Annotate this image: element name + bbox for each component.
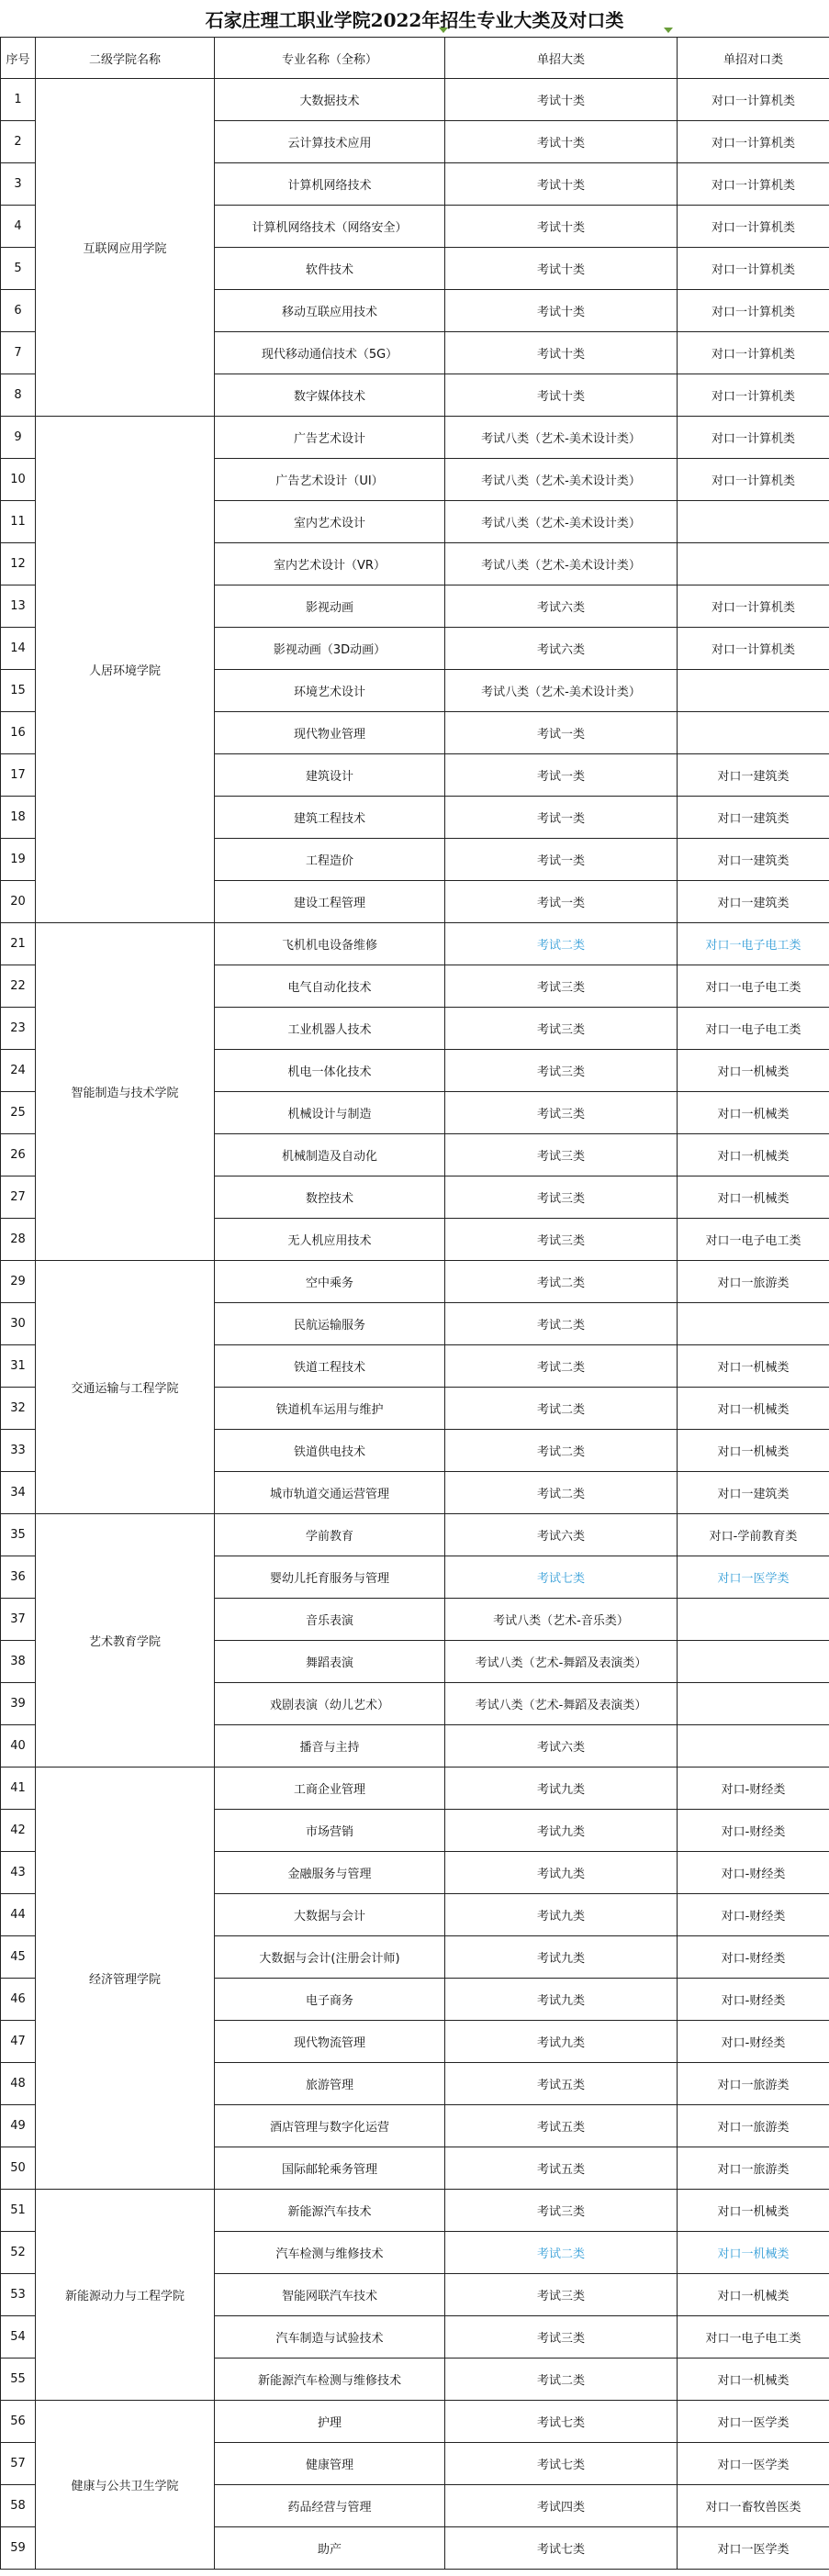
exam-category: 考试六类 <box>445 628 678 670</box>
column-header-vocational-category: 单招对口类 <box>678 38 829 79</box>
row-number: 49 <box>1 2105 36 2147</box>
majors-table <box>0 37 829 2570</box>
row-number: 2 <box>1 121 36 163</box>
major-name: 舞蹈表演 <box>215 1641 445 1683</box>
row-number: 53 <box>1 2274 36 2316</box>
exam-category: 考试十类 <box>445 332 678 374</box>
major-name: 影视动画 <box>215 585 445 628</box>
row-number: 42 <box>1 1810 36 1852</box>
vocational-category: 对口一电子电工类 <box>678 2316 829 2359</box>
major-name: 计算机网络技术（网络安全） <box>215 206 445 248</box>
major-name: 云计算技术应用 <box>215 121 445 163</box>
exam-category: 考试三类 <box>445 2190 678 2232</box>
college-name: 健康与公共卫生学院 <box>36 2401 215 2570</box>
row-number: 22 <box>1 965 36 1008</box>
vocational-category: 对口-财经类 <box>678 1894 829 1936</box>
major-name: 戏剧表演（幼儿艺术） <box>215 1683 445 1725</box>
row-number: 48 <box>1 2063 36 2105</box>
row-number: 40 <box>1 1725 36 1768</box>
row-number: 14 <box>1 628 36 670</box>
table-row <box>1 1514 829 1556</box>
major-name: 城市轨道交通运营管理 <box>215 1472 445 1514</box>
major-name: 助产 <box>215 2527 445 2570</box>
exam-category: 考试十类 <box>445 121 678 163</box>
college-name: 智能制造与技术学院 <box>36 923 215 1261</box>
vocational-category: 对口一医学类 <box>678 2401 829 2443</box>
major-name: 机械制造及自动化 <box>215 1134 445 1176</box>
row-number: 46 <box>1 1979 36 2021</box>
vocational-category: 对口一建筑类 <box>678 839 829 881</box>
vocational-category <box>678 501 829 543</box>
college-name: 交通运输与工程学院 <box>36 1261 215 1514</box>
vocational-category: 对口一计算机类 <box>678 585 829 628</box>
exam-category: 考试七类 <box>445 2527 678 2570</box>
vocational-category: 对口一计算机类 <box>678 290 829 332</box>
college-name: 人居环境学院 <box>36 417 215 923</box>
row-number: 17 <box>1 754 36 797</box>
exam-category: 考试八类（艺术-美术设计类） <box>445 459 678 501</box>
major-name: 金融服务与管理 <box>215 1852 445 1894</box>
page-title: 石家庄理工职业学院2022年招生专业大类及对口类 <box>205 8 624 31</box>
exam-category: 考试六类 <box>445 1725 678 1768</box>
major-name: 移动互联应用技术 <box>215 290 445 332</box>
exam-category: 考试三类 <box>445 2316 678 2359</box>
major-name: 现代物业管理 <box>215 712 445 754</box>
column-header-major: 专业名称（全称） <box>215 38 445 79</box>
row-number: 3 <box>1 163 36 206</box>
major-name: 市场营销 <box>215 1810 445 1852</box>
vocational-category: 对口一医学类 <box>678 1556 829 1599</box>
major-name: 工程造价 <box>215 839 445 881</box>
vocational-category: 对口-财经类 <box>678 1768 829 1810</box>
row-number: 12 <box>1 543 36 585</box>
exam-category: 考试三类 <box>445 1219 678 1261</box>
vocational-category: 对口一旅游类 <box>678 2105 829 2147</box>
vocational-category: 对口一计算机类 <box>678 417 829 459</box>
major-name: 计算机网络技术 <box>215 163 445 206</box>
row-number: 55 <box>1 2359 36 2401</box>
exam-category: 考试二类 <box>445 923 678 965</box>
table-row <box>1 1261 829 1303</box>
major-name: 药品经营与管理 <box>215 2485 445 2527</box>
exam-category: 考试一类 <box>445 797 678 839</box>
vocational-category <box>678 1683 829 1725</box>
row-number: 51 <box>1 2190 36 2232</box>
exam-category: 考试二类 <box>445 1345 678 1388</box>
filter-arrow-icon[interactable] <box>439 28 448 33</box>
row-number: 58 <box>1 2485 36 2527</box>
vocational-category: 对口一电子电工类 <box>678 923 829 965</box>
row-number: 41 <box>1 1768 36 1810</box>
vocational-category <box>678 670 829 712</box>
row-number: 5 <box>1 248 36 290</box>
row-number: 33 <box>1 1430 36 1472</box>
row-number: 30 <box>1 1303 36 1345</box>
exam-category: 考试五类 <box>445 2105 678 2147</box>
exam-category: 考试一类 <box>445 881 678 923</box>
vocational-category: 对口一机械类 <box>678 1345 829 1388</box>
row-number: 44 <box>1 1894 36 1936</box>
table-row <box>1 923 829 965</box>
major-name: 音乐表演 <box>215 1599 445 1641</box>
row-number: 6 <box>1 290 36 332</box>
vocational-category: 对口一建筑类 <box>678 1472 829 1514</box>
vocational-category <box>678 1303 829 1345</box>
table-row <box>1 2401 829 2443</box>
exam-category: 考试七类 <box>445 1556 678 1599</box>
exam-category: 考试十类 <box>445 206 678 248</box>
exam-category: 考试八类（艺术-舞蹈及表演类） <box>445 1641 678 1683</box>
exam-category: 考试八类（艺术-美术设计类） <box>445 670 678 712</box>
major-name: 婴幼儿托育服务与管理 <box>215 1556 445 1599</box>
college-name: 新能源动力与工程学院 <box>36 2190 215 2401</box>
major-name: 铁道机车运用与维护 <box>215 1388 445 1430</box>
table-row <box>1 1768 829 1810</box>
row-number: 43 <box>1 1852 36 1894</box>
row-number: 19 <box>1 839 36 881</box>
major-name: 机械设计与制造 <box>215 1092 445 1134</box>
major-name: 飞机机电设备维修 <box>215 923 445 965</box>
exam-category: 考试五类 <box>445 2147 678 2190</box>
table-row <box>1 417 829 459</box>
exam-category: 考试十类 <box>445 374 678 417</box>
row-number: 29 <box>1 1261 36 1303</box>
row-number: 39 <box>1 1683 36 1725</box>
exam-category: 考试一类 <box>445 839 678 881</box>
row-number: 7 <box>1 332 36 374</box>
vocational-category: 对口一机械类 <box>678 2190 829 2232</box>
exam-category: 考试八类（艺术-美术设计类） <box>445 417 678 459</box>
exam-category: 考试九类 <box>445 2021 678 2063</box>
vocational-category: 对口一计算机类 <box>678 374 829 417</box>
major-name: 数控技术 <box>215 1176 445 1219</box>
vocational-category <box>678 543 829 585</box>
row-number: 37 <box>1 1599 36 1641</box>
exam-category: 考试六类 <box>445 585 678 628</box>
major-name: 大数据技术 <box>215 79 445 121</box>
exam-category: 考试一类 <box>445 754 678 797</box>
exam-category: 考试三类 <box>445 965 678 1008</box>
vocational-category: 对口一机械类 <box>678 2359 829 2401</box>
vocational-category: 对口一机械类 <box>678 1430 829 1472</box>
college-name: 互联网应用学院 <box>36 79 215 417</box>
exam-category: 考试九类 <box>445 1979 678 2021</box>
vocational-category: 对口一计算机类 <box>678 459 829 501</box>
college-name: 艺术教育学院 <box>36 1514 215 1768</box>
vocational-category: 对口一计算机类 <box>678 79 829 121</box>
exam-category: 考试九类 <box>445 1936 678 1979</box>
vocational-category: 对口一机械类 <box>678 1176 829 1219</box>
major-name: 酒店管理与数字化运营 <box>215 2105 445 2147</box>
column-header-no: 序号 <box>1 38 36 79</box>
exam-category: 考试二类 <box>445 1303 678 1345</box>
major-name: 数字媒体技术 <box>215 374 445 417</box>
major-name: 民航运输服务 <box>215 1303 445 1345</box>
major-name: 国际邮轮乘务管理 <box>215 2147 445 2190</box>
exam-category: 考试二类 <box>445 1388 678 1430</box>
major-name: 汽车制造与试验技术 <box>215 2316 445 2359</box>
table-body <box>1 79 829 2570</box>
header-row <box>1 38 829 79</box>
row-number: 28 <box>1 1219 36 1261</box>
row-number: 20 <box>1 881 36 923</box>
row-number: 1 <box>1 79 36 121</box>
row-number: 24 <box>1 1050 36 1092</box>
vocational-category <box>678 1599 829 1641</box>
major-name: 铁道工程技术 <box>215 1345 445 1388</box>
exam-category: 考试五类 <box>445 2063 678 2105</box>
major-name: 建筑设计 <box>215 754 445 797</box>
major-name: 广告艺术设计 <box>215 417 445 459</box>
exam-category: 考试二类 <box>445 2232 678 2274</box>
exam-category: 考试二类 <box>445 2359 678 2401</box>
row-number: 21 <box>1 923 36 965</box>
vocational-category: 对口一旅游类 <box>678 2063 829 2105</box>
vocational-category: 对口-财经类 <box>678 2021 829 2063</box>
row-number: 13 <box>1 585 36 628</box>
vocational-category: 对口-财经类 <box>678 1810 829 1852</box>
major-name: 电子商务 <box>215 1979 445 2021</box>
row-number: 23 <box>1 1008 36 1050</box>
vocational-category: 对口-财经类 <box>678 1979 829 2021</box>
exam-category: 考试九类 <box>445 1810 678 1852</box>
major-name: 旅游管理 <box>215 2063 445 2105</box>
vocational-category <box>678 1725 829 1768</box>
vocational-category: 对口一旅游类 <box>678 2147 829 2190</box>
vocational-category: 对口一机械类 <box>678 1134 829 1176</box>
exam-category: 考试八类（艺术-舞蹈及表演类） <box>445 1683 678 1725</box>
row-number: 52 <box>1 2232 36 2274</box>
row-number: 4 <box>1 206 36 248</box>
column-header-college: 二级学院名称 <box>36 38 215 79</box>
exam-category: 考试四类 <box>445 2485 678 2527</box>
row-number: 15 <box>1 670 36 712</box>
exam-category: 考试八类（艺术-音乐类） <box>445 1599 678 1641</box>
row-number: 32 <box>1 1388 36 1430</box>
major-name: 软件技术 <box>215 248 445 290</box>
major-name: 工商企业管理 <box>215 1768 445 1810</box>
college-name: 经济管理学院 <box>36 1768 215 2190</box>
row-number: 18 <box>1 797 36 839</box>
vocational-category: 对口一医学类 <box>678 2527 829 2570</box>
exam-category: 考试二类 <box>445 1261 678 1303</box>
vocational-category: 对口-财经类 <box>678 1936 829 1979</box>
major-name: 大数据与会计(注册会计师) <box>215 1936 445 1979</box>
exam-category: 考试十类 <box>445 290 678 332</box>
major-name: 室内艺术设计 <box>215 501 445 543</box>
major-name: 学前教育 <box>215 1514 445 1556</box>
exam-category: 考试八类（艺术-美术设计类） <box>445 501 678 543</box>
row-number: 26 <box>1 1134 36 1176</box>
vocational-category: 对口一计算机类 <box>678 163 829 206</box>
exam-category: 考试八类（艺术-美术设计类） <box>445 543 678 585</box>
vocational-category: 对口一机械类 <box>678 1388 829 1430</box>
vocational-category: 对口一机械类 <box>678 1050 829 1092</box>
row-number: 10 <box>1 459 36 501</box>
vocational-category: 对口一机械类 <box>678 2232 829 2274</box>
row-number: 31 <box>1 1345 36 1388</box>
exam-category: 考试十类 <box>445 248 678 290</box>
vocational-category: 对口一计算机类 <box>678 248 829 290</box>
vocational-category: 对口-学前教育类 <box>678 1514 829 1556</box>
exam-category: 考试十类 <box>445 79 678 121</box>
exam-category: 考试三类 <box>445 2274 678 2316</box>
major-name: 现代物流管理 <box>215 2021 445 2063</box>
row-number: 25 <box>1 1092 36 1134</box>
vocational-category <box>678 1641 829 1683</box>
row-number: 57 <box>1 2443 36 2485</box>
major-name: 护理 <box>215 2401 445 2443</box>
major-name: 室内艺术设计（VR） <box>215 543 445 585</box>
major-name: 无人机应用技术 <box>215 1219 445 1261</box>
major-name: 汽车检测与维修技术 <box>215 2232 445 2274</box>
row-number: 54 <box>1 2316 36 2359</box>
row-number: 47 <box>1 2021 36 2063</box>
major-name: 影视动画（3D动画） <box>215 628 445 670</box>
exam-category: 考试七类 <box>445 2401 678 2443</box>
major-name: 工业机器人技术 <box>215 1008 445 1050</box>
exam-category: 考试九类 <box>445 1852 678 1894</box>
major-name: 新能源汽车技术 <box>215 2190 445 2232</box>
vocational-category: 对口一机械类 <box>678 1092 829 1134</box>
major-name: 现代移动通信技术（5G） <box>215 332 445 374</box>
exam-category: 考试十类 <box>445 163 678 206</box>
vocational-category: 对口-财经类 <box>678 1852 829 1894</box>
row-number: 59 <box>1 2527 36 2570</box>
row-number: 36 <box>1 1556 36 1599</box>
exam-category: 考试九类 <box>445 1894 678 1936</box>
row-number: 56 <box>1 2401 36 2443</box>
filter-arrow-icon[interactable] <box>664 28 673 33</box>
row-number: 16 <box>1 712 36 754</box>
major-name: 建筑工程技术 <box>215 797 445 839</box>
major-name: 健康管理 <box>215 2443 445 2485</box>
vocational-category: 对口一计算机类 <box>678 206 829 248</box>
table-row <box>1 79 829 121</box>
exam-category: 考试九类 <box>445 1768 678 1810</box>
exam-category: 考试三类 <box>445 1092 678 1134</box>
major-name: 铁道供电技术 <box>215 1430 445 1472</box>
major-name: 环境艺术设计 <box>215 670 445 712</box>
exam-category: 考试三类 <box>445 1134 678 1176</box>
exam-category: 考试三类 <box>445 1176 678 1219</box>
exam-category: 考试一类 <box>445 712 678 754</box>
exam-category: 考试二类 <box>445 1430 678 1472</box>
major-name: 播音与主持 <box>215 1725 445 1768</box>
exam-category: 考试七类 <box>445 2443 678 2485</box>
exam-category: 考试六类 <box>445 1514 678 1556</box>
vocational-category: 对口一建筑类 <box>678 754 829 797</box>
row-number: 11 <box>1 501 36 543</box>
vocational-category: 对口一建筑类 <box>678 881 829 923</box>
major-name: 广告艺术设计（UI） <box>215 459 445 501</box>
table-row <box>1 2190 829 2232</box>
vocational-category: 对口一电子电工类 <box>678 1219 829 1261</box>
vocational-category: 对口一电子电工类 <box>678 1008 829 1050</box>
major-name: 建设工程管理 <box>215 881 445 923</box>
column-header-exam-category: 单招大类 <box>445 38 678 79</box>
vocational-category: 对口一计算机类 <box>678 121 829 163</box>
row-number: 35 <box>1 1514 36 1556</box>
vocational-category: 对口一畜牧兽医类 <box>678 2485 829 2527</box>
vocational-category: 对口一计算机类 <box>678 628 829 670</box>
vocational-category: 对口一计算机类 <box>678 332 829 374</box>
row-number: 34 <box>1 1472 36 1514</box>
row-number: 38 <box>1 1641 36 1683</box>
vocational-category: 对口一旅游类 <box>678 1261 829 1303</box>
row-number: 9 <box>1 417 36 459</box>
vocational-category: 对口一电子电工类 <box>678 965 829 1008</box>
major-name: 智能网联汽车技术 <box>215 2274 445 2316</box>
row-number: 50 <box>1 2147 36 2190</box>
major-name: 机电一体化技术 <box>215 1050 445 1092</box>
vocational-category <box>678 712 829 754</box>
row-number: 27 <box>1 1176 36 1219</box>
row-number: 45 <box>1 1936 36 1979</box>
major-name: 新能源汽车检测与维修技术 <box>215 2359 445 2401</box>
exam-category: 考试三类 <box>445 1050 678 1092</box>
major-name: 空中乘务 <box>215 1261 445 1303</box>
vocational-category: 对口一医学类 <box>678 2443 829 2485</box>
exam-category: 考试三类 <box>445 1008 678 1050</box>
major-name: 大数据与会计 <box>215 1894 445 1936</box>
vocational-category: 对口一机械类 <box>678 2274 829 2316</box>
exam-category: 考试二类 <box>445 1472 678 1514</box>
row-number: 8 <box>1 374 36 417</box>
vocational-category: 对口一建筑类 <box>678 797 829 839</box>
major-name: 电气自动化技术 <box>215 965 445 1008</box>
